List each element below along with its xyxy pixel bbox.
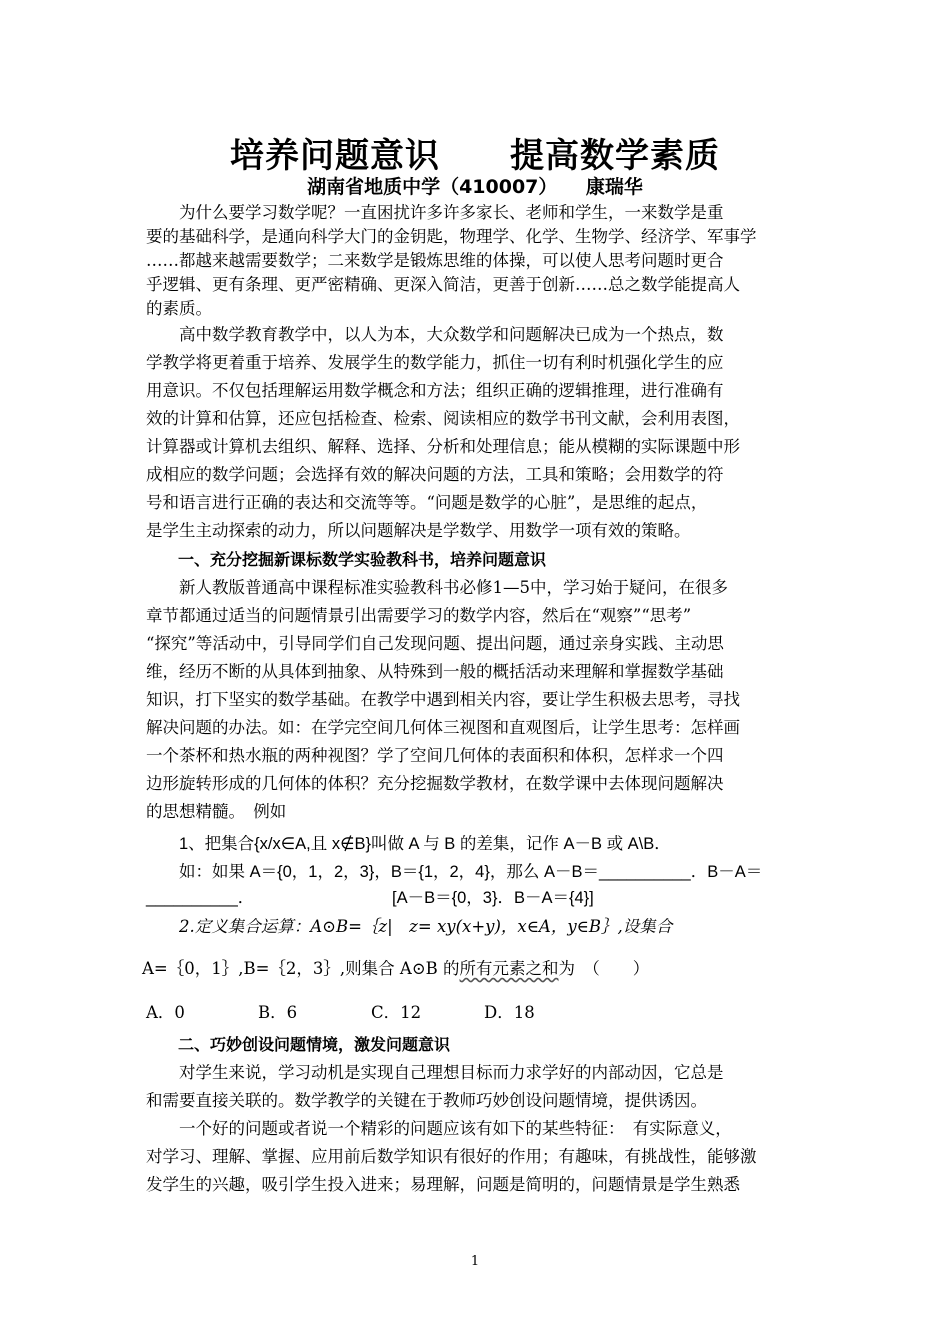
paragraph-line: 高中数学教育教学中，以人为本，大众数学和问题解决已成为一个热点，数 bbox=[146, 325, 724, 344]
example-2-line bbox=[142, 957, 649, 981]
answer-option: B．6 bbox=[258, 1003, 298, 1022]
example-1-blank: __________． bbox=[146, 889, 255, 907]
paragraph-line: 是学生主动探索的动力，所以问题解决是学数学、用数学一项有效的策略。 bbox=[146, 521, 691, 540]
paragraph-line: 的思想精髓。 例如 bbox=[146, 802, 287, 821]
answer-option: D．18 bbox=[484, 1003, 535, 1022]
paragraph-line: 边形旋转形成的几何体的体积？充分挖掘数学教材，在数学课中去体现问题解决 bbox=[146, 774, 724, 793]
answer-option: C．12 bbox=[371, 1003, 422, 1022]
paragraph-line: 计算器或计算机去组织、解释、选择、分析和处理信息；能从模糊的实际课题中形 bbox=[146, 437, 740, 456]
paragraph-line: 解决问题的办法。如：在学完空间几何体三视图和直观图后，让学生思考：怎样画 bbox=[146, 718, 740, 737]
answer-option: A．0 bbox=[146, 1003, 185, 1022]
example-1-line: 1、把集合{x/x∈A,且 x∉B}叫做 A 与 B 的差集，记作 A－B 或 A\B． bbox=[146, 835, 671, 853]
paragraph-line: 号和语言进行正确的表达和交流等等。“问题是数学的心脏”，是思维的起点， bbox=[146, 493, 708, 512]
paragraph-line: 对学生来说，学习动机是实现自己理想目标而力求学好的内部动因，它总是 bbox=[146, 1063, 724, 1082]
section-heading-1: 一、充分挖掘新课标数学实验教科书，培养问题意识 bbox=[146, 550, 547, 569]
paragraph-line: 和需要直接关联的。数学教学的关键在于教师巧妙创设问题情境，提供诱因。 bbox=[146, 1091, 707, 1110]
paragraph-line: 用意识。不仅包括理解运用数学概念和方法；组织正确的逻辑推理，进行准确有 bbox=[146, 381, 724, 400]
example-2-emphasis: 所有元素之和 bbox=[459, 959, 559, 978]
paragraph-line: ……都越来越需要数学；二来数学是锻炼思维的体操，可以使人思考问题时更合 bbox=[146, 251, 724, 270]
example-2-prefix: A=｛0，1｝,B=｛2，3｝,则集合 A⊙B 的 bbox=[142, 959, 460, 978]
example-1-answer: [A－B＝{0，3}．B－A＝{4}] bbox=[392, 889, 594, 907]
example-1-line: 如：如果 A＝{0，1，2，3}，B＝{1，2，4}，那么 A－B＝__________．B－A＝ bbox=[146, 863, 763, 881]
author-byline: 湖南省地质中学（410007） 康瑞华 bbox=[307, 176, 643, 198]
paragraph-line: 成相应的数学问题；会选择有效的解决问题的方法，工具和策略；会用数学的符 bbox=[146, 465, 724, 484]
example-2-line: 2.定义集合运算：A⊙B=｛z| z= xy(x+y)，x∈A，y∈B｝,设集合 bbox=[146, 917, 673, 936]
page-number: 1 bbox=[470, 1254, 480, 1269]
paragraph-line: 学教学将更着重于培养、发展学生的数学能力，抓住一切有利时机强化学生的应 bbox=[146, 353, 724, 372]
paragraph-line: 对学习、理解、掌握、应用前后数学知识有很好的作用；有趣味，有挑战性，能够激 bbox=[146, 1147, 757, 1166]
paragraph-line: 乎逻辑、更有条理、更严密精确、更深入简洁，更善于创新……总之数学能提高人 bbox=[146, 275, 740, 294]
paragraph-line: 一个好的问题或者说一个精彩的问题应该有如下的某些特征： 有实际意义， bbox=[146, 1119, 732, 1138]
paragraph-line: 知识，打下坚实的数学基础。在教学中遇到相关内容，要让学生积极去思考，寻找 bbox=[146, 690, 740, 709]
example-2-suffix: 为 （ ） bbox=[558, 959, 650, 978]
paragraph-line: 维，经历不断的从具体到抽象、从特殊到一般的概括活动来理解和掌握数学基础 bbox=[146, 662, 724, 681]
paragraph-line: 效的计算和估算，还应包括检查、检索、阅读相应的数学书刊文献，会利用表图， bbox=[146, 409, 740, 428]
paragraph-line: 要的基础科学，是通向科学大门的金钥匙，物理学、化学、生物学、经济学、军事学 bbox=[146, 227, 757, 246]
paragraph-line: 新人教版普通高中课程标准实验教科书必修1—5中，学习始于疑问，在很多 bbox=[146, 578, 728, 597]
paragraph-line: 章节都通过适当的问题情景引出需要学习的数学内容，然后在“观察”“思考” bbox=[146, 606, 692, 625]
paragraph-line: 的素质。 bbox=[146, 299, 212, 318]
page-title: 培养问题意识 提高数学素质 bbox=[230, 136, 720, 176]
paragraph-line: 发学生的兴趣，吸引学生投入进来；易理解，问题是简明的，问题情景是学生熟悉 bbox=[146, 1175, 740, 1194]
section-heading-2: 二、巧妙创设问题情境，激发问题意识 bbox=[146, 1035, 451, 1054]
paragraph-line: “探究”等活动中，引导同学们自己发现问题、提出问题，通过亲身实践、主动思 bbox=[146, 634, 724, 653]
paragraph-line: 为什么要学习数学呢？一直困扰许多许多家长、老师和学生，一来数学是重 bbox=[146, 203, 724, 222]
paragraph-line: 一个茶杯和热水瓶的两种视图？学了空间几何体的表面积和体积，怎样求一个四 bbox=[146, 746, 724, 765]
